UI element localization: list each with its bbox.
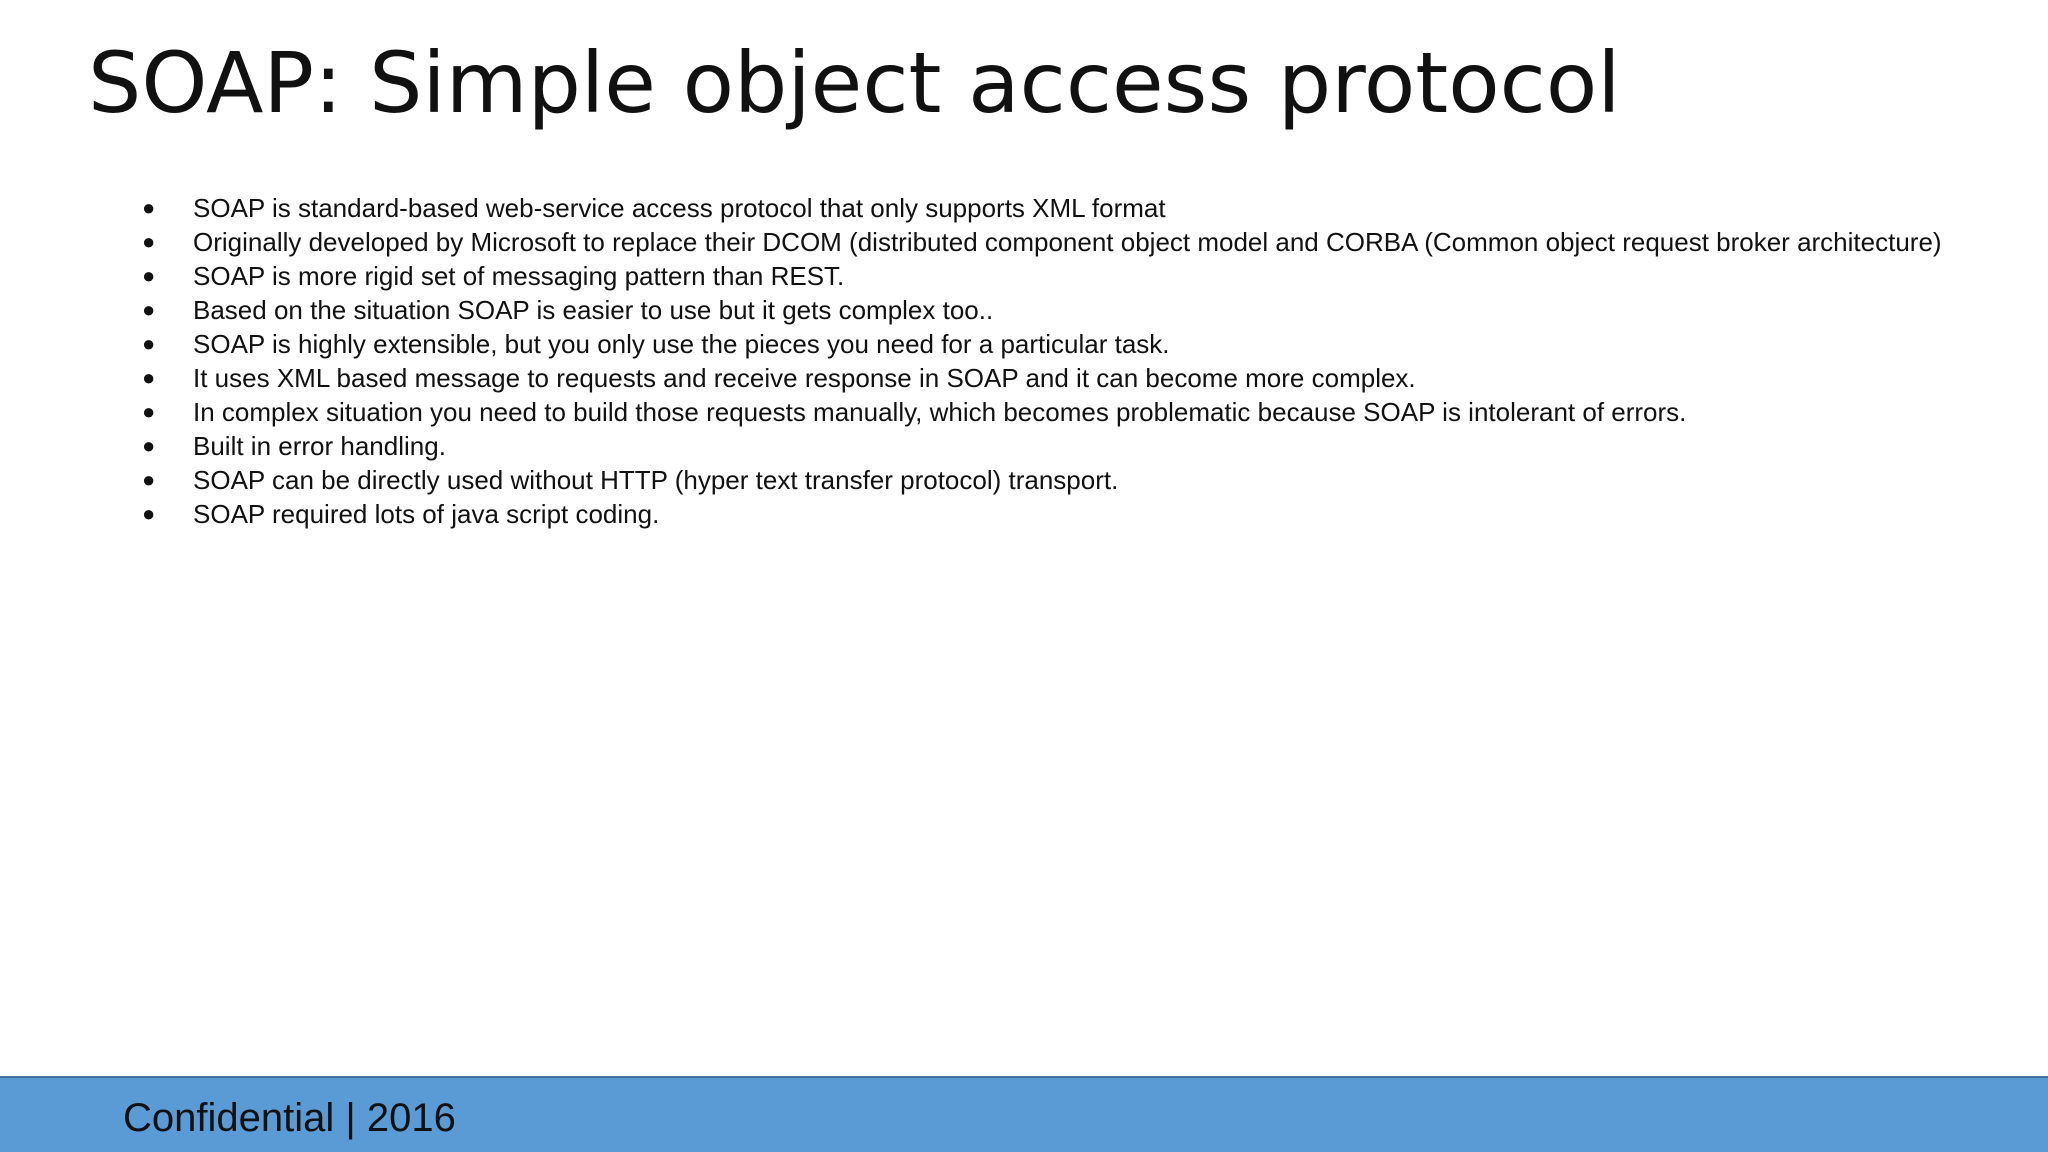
- bullet-dot-icon: ●: [142, 195, 156, 220]
- bullet-dot-icon: ●: [142, 297, 156, 322]
- bullet-dot-icon: ●: [142, 263, 156, 288]
- bullet-text: SOAP is more rigid set of messaging pattern than REST.: [193, 261, 845, 291]
- bullet-text: SOAP can be directly used without HTTP (hyper text transfer protocol) transport.: [193, 465, 1119, 495]
- bullet-dot-icon: ●: [142, 365, 156, 390]
- bullet-item: [140, 327, 1970, 361]
- bullet-dot-icon: ●: [142, 399, 156, 424]
- bullet-text: In complex situation you need to build those requests manually, which becomes problematic because SOAP is intolerant of errors.: [193, 397, 1687, 427]
- bullet-item: [140, 497, 1970, 531]
- bullet-list: [140, 191, 1970, 531]
- bullet-text: SOAP is highly extensible, but you only use the pieces you need for a particular task.: [193, 329, 1170, 359]
- bullet-dot-icon: ●: [142, 433, 156, 458]
- bullet-item: [140, 259, 1970, 293]
- bullet-text: Based on the situation SOAP is easier to use but it gets complex too..: [193, 295, 994, 325]
- bullet-item: [140, 395, 1970, 429]
- bullet-text: SOAP required lots of java script coding.: [193, 499, 660, 529]
- bullet-text: Originally developed by Microsoft to replace their DCOM (distributed component object model and CORBA (Common object request broker architecture): [193, 227, 1942, 257]
- bullet-dot-icon: ●: [142, 331, 156, 356]
- bullet-text: Built in error handling.: [193, 431, 446, 461]
- bullet-dot-icon: ●: [142, 467, 156, 492]
- bullet-text: SOAP is standard-based web-service access protocol that only supports XML format: [193, 193, 1166, 223]
- footer-bar: [0, 1076, 2048, 1152]
- slide-title: SOAP: Simple object access protocol: [88, 34, 1621, 132]
- bullet-item: [140, 463, 1970, 497]
- bullet-item: [140, 361, 1970, 395]
- bullet-item: [140, 293, 1970, 327]
- footer-confidential-text: Confidential | 2016: [123, 1096, 456, 1140]
- bullet-item: [140, 225, 1970, 259]
- bullet-item: [140, 429, 1970, 463]
- bullet-dot-icon: ●: [142, 501, 156, 526]
- bullet-text: It uses XML based message to requests and receive response in SOAP and it can become more complex.: [193, 363, 1416, 393]
- bullet-item: [140, 191, 1970, 225]
- bullet-dot-icon: ●: [142, 229, 156, 254]
